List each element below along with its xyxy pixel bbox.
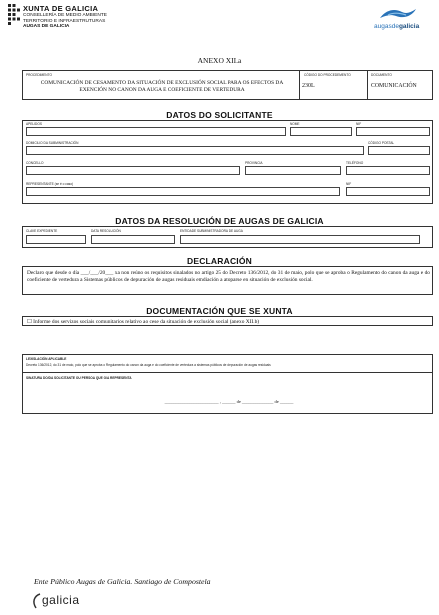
- procedure-code: 230L: [302, 83, 315, 89]
- procedure-text: COMUNICACIÓN DE CESAMENTO DA SITUACIÓN DE EXCLUSIÓN SOCIAL PARA OS EFECTOS DA EXENCIÓN NO CANON DA AUGA E COEFICIENTE DE VERTEDURA: [40, 80, 284, 94]
- rep-nif-field[interactable]: [346, 187, 430, 196]
- representative-field[interactable]: [26, 187, 340, 196]
- phone-field[interactable]: [346, 166, 430, 175]
- nif-label: NIF: [356, 122, 362, 126]
- nif-field[interactable]: [356, 127, 430, 136]
- date-field[interactable]: [91, 235, 175, 244]
- declaration-text: Declaro que desde o día ___/___/20___ xa non reúno os requisitos sinalados no artigo 25 do Decreto 136/2012, do 31 de maio, polo que se aproba o Regulamento do canon da auga e do coeficiente de vertedura a Sistemas públicos de depuración de augas residuais emdiación a atoparse en situación de exclusión social.: [27, 270, 430, 284]
- document-label: DOCUMENTO: [371, 73, 392, 77]
- annex-title: ANEXO XII.a: [197, 56, 242, 65]
- procedure-box: [22, 70, 433, 100]
- date-label: DATA RESOLUCIÓN: [91, 229, 121, 233]
- phone-label: TELÉFONO: [346, 161, 364, 165]
- augas-de-galicia-logo: [372, 4, 432, 34]
- legislation-box: [22, 354, 433, 414]
- resolution-title: DATOS DA RESOLUCIÓN DE AUGAS DE GALICIA: [115, 216, 324, 226]
- declaration-box: [22, 266, 433, 295]
- key-field[interactable]: [26, 235, 86, 244]
- documentation-box: [22, 316, 433, 326]
- surnames-label: APELIDOS: [26, 122, 42, 126]
- org-sub2: TERRITORIO E INFRAESTRUTURAS: [23, 18, 106, 24]
- documentation-item[interactable]: ☐ Informe dos servizos sociais comunitarios relativo ao cese da situación de exclusión social (anexo XII.b): [27, 318, 260, 325]
- legislation-text: Decreto 136/2012, do 31 de maio, polo que se aproba o Regulamento do canon da auga e do coeficiente de vertedura a sistemas públicos de depuración de augas residuais: [26, 363, 271, 367]
- signature-label: SINATURA DO/DA SOLICITANTE OU PERSOA QUE O/A REPRESENTA: [26, 376, 132, 380]
- xunta-crest-icon: [8, 4, 20, 26]
- entity-label: ENTIDADE SUBMINISTRADORA DE AUGA: [180, 229, 243, 233]
- council-field[interactable]: [26, 166, 240, 175]
- applicant-title: DATOS DO SOLICITANTE: [166, 110, 273, 120]
- brand-galicia: galicia: [398, 23, 420, 30]
- address-label: DOMICILIO DA SUBMINISTRACIÓN: [26, 141, 79, 145]
- documentation-title: DOCUMENTACIÓN QUE SE XUNTA: [146, 306, 293, 316]
- brand-de: de: [391, 23, 399, 30]
- procedure-code-label: CÓDIGO DO PROCEDEMENTO: [304, 73, 351, 77]
- legislation-label: LEXISLACIÓN APLICABLE: [26, 357, 67, 361]
- address-field[interactable]: [26, 146, 364, 155]
- org-sub3: AUGAS DE GALICIA: [23, 24, 70, 29]
- signature-date-line: ________________________ , ______ de ______________ de ______: [164, 399, 294, 404]
- province-label: PROVINCIA: [245, 161, 263, 165]
- galicia-footer-logo: [30, 592, 100, 612]
- province-field[interactable]: [245, 166, 341, 175]
- wave-icon: [378, 6, 418, 22]
- surnames-field[interactable]: [26, 127, 286, 136]
- document-value: COMUNICACIÓN: [371, 83, 417, 89]
- name-field[interactable]: [290, 127, 352, 136]
- galicia-logo-text: galicia: [42, 593, 80, 607]
- resolution-box: [22, 226, 433, 248]
- name-label: NOME: [290, 122, 300, 126]
- postal-field[interactable]: [368, 146, 430, 155]
- entity-field[interactable]: [180, 235, 420, 244]
- org-sub1: CONSELLERÍA DE MEDIO AMBIENTE: [23, 13, 107, 18]
- brand-augas: augas: [374, 23, 392, 30]
- xunta-logo: [8, 4, 20, 26]
- footer-entity: Ente Público Augas de Galicia. Santiago de Compostela: [34, 577, 211, 586]
- rep-nif-label: NIF: [346, 182, 352, 186]
- representative-label: REPRESENTANTE (se é o caso): [26, 182, 74, 186]
- procedure-label: PROCEDIMENTO: [26, 73, 52, 77]
- postal-label: CÓDIGO POSTAL: [368, 141, 395, 145]
- applicant-box: [22, 120, 433, 204]
- org-name: XUNTA DE GALICIA: [23, 4, 99, 13]
- key-label: CLAVE EXPEDIENTE: [26, 229, 58, 233]
- declaration-title: DECLARACIÓN: [186, 256, 252, 266]
- council-label: CONCELLO: [26, 161, 44, 165]
